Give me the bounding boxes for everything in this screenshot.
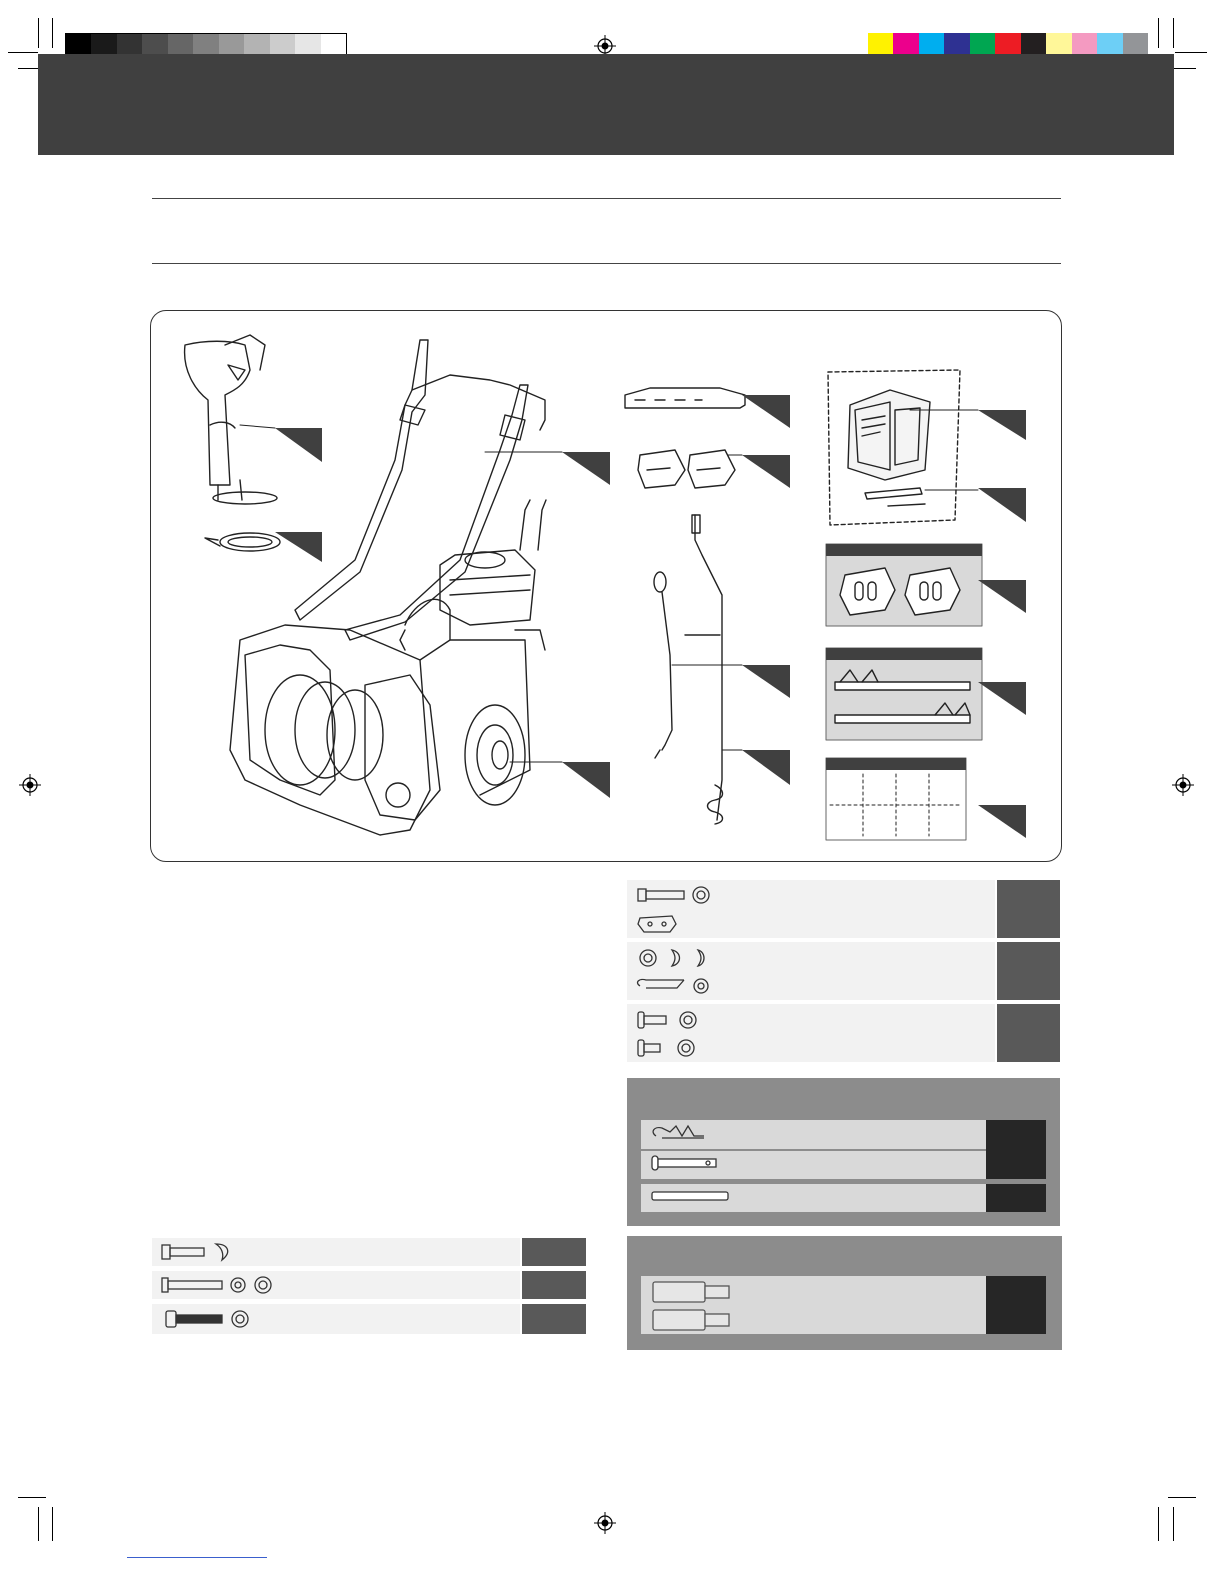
callout-tag-manual (978, 410, 1026, 440)
upper-handle-icon (295, 340, 545, 640)
parts-illustration (150, 310, 1062, 862)
callout-tag-spareskid (978, 580, 1026, 613)
lock-nut-icon-2 (232, 1311, 248, 1327)
flat-washer-icon-2 (231, 1278, 245, 1292)
spacer-bar-icon (653, 1282, 729, 1302)
pin-rod-icon (652, 1192, 728, 1200)
spacer-bar-icon-2 (653, 1310, 729, 1330)
callout-tag-shiftrod (742, 665, 790, 698)
callout-tag-bracket (742, 395, 790, 428)
flange-nut-icon-2 (678, 1040, 694, 1056)
chute-crank-icon (685, 515, 723, 824)
callout-tag-crank (742, 750, 790, 785)
callout-tag-handle (562, 452, 610, 485)
operators-manual-icon (828, 370, 960, 525)
snow-thrower-unit-icon (230, 500, 546, 835)
shoulder-bolt-icon (638, 1012, 666, 1028)
hex-nut-icon (693, 887, 709, 903)
discharge-chute-icon (185, 335, 277, 504)
chute-control-bracket-icon (625, 388, 745, 408)
gray-panel-a-label-box (986, 1120, 1046, 1179)
hairpin-clip-icon (638, 979, 684, 988)
skid-shoe-icon (638, 450, 735, 488)
hardware-group-a-label-box (997, 880, 1060, 938)
cotter-pin-icon (653, 1126, 704, 1138)
callout-tag-card (978, 805, 1026, 838)
hardware-group-c-label-box (997, 1004, 1060, 1062)
flange-nut-icon (680, 1012, 696, 1028)
chute-keeper-icon (638, 916, 676, 932)
callout-tag-unit (562, 762, 610, 798)
carriage-bolt-icon (638, 889, 684, 901)
hardware-group-f-label-box (522, 1304, 586, 1334)
section-rule-top (152, 198, 1061, 199)
lock-nut-icon (640, 950, 656, 966)
hardware-group-b-label-box (997, 942, 1060, 1000)
header-banner (38, 54, 1174, 155)
hardware-group-e-label-box (522, 1271, 586, 1299)
callout-tag-skid (742, 455, 790, 488)
clevis-pin-icon (652, 1156, 716, 1170)
chute-flange-icon (205, 533, 280, 551)
section-rule-bottom (152, 263, 1061, 264)
registration-mark-right (1172, 774, 1194, 796)
hardware-group-d-label-box (522, 1238, 586, 1266)
hex-nut-icon-2 (255, 1277, 271, 1293)
gray-panel-a-label-box-2 (986, 1184, 1046, 1212)
registration-mark-left (19, 774, 41, 796)
short-bolt-icon (638, 1040, 660, 1056)
wave-washer-icon (698, 950, 704, 966)
footer-underline (127, 1557, 267, 1558)
callout-tag-flange (275, 532, 322, 562)
callout-tag-chute (275, 428, 322, 462)
callout-tag-shearpin (978, 488, 1026, 522)
shift-rod-icon (654, 572, 672, 758)
gray-panel-b-label-box (986, 1276, 1046, 1334)
flat-washer-icon (694, 979, 708, 993)
bell-washer-icon-2 (216, 1244, 228, 1260)
callout-tag-driftcutter (978, 682, 1026, 715)
long-bolt-icon (162, 1278, 222, 1292)
bell-washer-icon (672, 950, 680, 966)
shear-pin-kit-icon (865, 488, 925, 506)
threaded-bolt-icon (166, 1311, 222, 1327)
hex-bolt-icon (162, 1245, 204, 1259)
registration-mark-bottom (594, 1512, 616, 1534)
